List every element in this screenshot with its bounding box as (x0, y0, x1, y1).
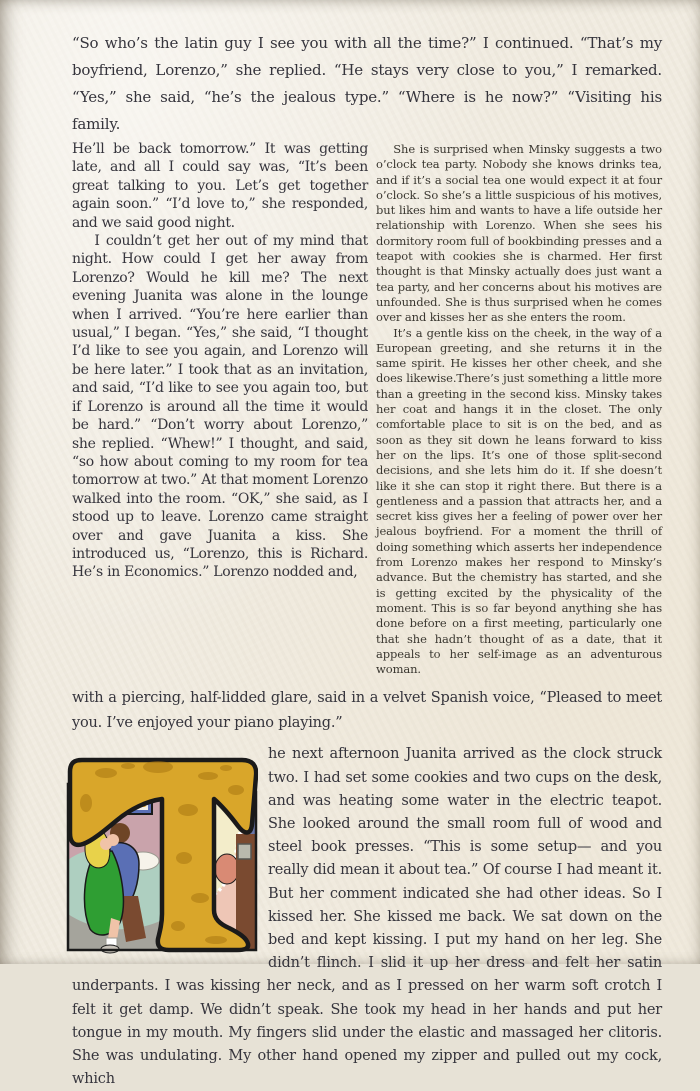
dropcap-section (72, 743, 662, 1091)
hand (215, 854, 239, 884)
left-column (72, 140, 368, 582)
illuminated-letter-artwork (66, 748, 258, 958)
bridge-paragraph: with a piercing, half-lidded glare, said in a velvet Spanish voice, “Pleased to meet you. I’ve enjoyed your piano playing.” (72, 690, 662, 732)
intro-paragraph: “So who’s the latin guy I see you with all the time?” I continued. “That’s my boyfriend, Lorenzo,” she replied. “He stays very close to you,” I remarked. “Yes,” she said, “he’s the jealous type.” “Where is he now?” “Visiting his family. (72, 34, 662, 133)
belt-buckle (238, 844, 251, 859)
story-paragraph: He’ll be back tomorrow.” It was getting late, and all I could say was, “It’s been great talking to you. Let’s get together again soon.” “I’d love to,” she responded, and we said good night. (72, 141, 368, 231)
two-column-section (72, 140, 662, 677)
page-content (72, 30, 662, 1091)
story-paragraph: I couldn’t get her out of my mind that night. How could I get her away from Lorenzo? Would he kill me? The next evening Juanita was alone in the lounge when I arrived. “You’re here earlier than usual,” I began. “Yes,” she said, “I thought I’d like to see you again, and Lorenzo will be here later.” I took that as an invitation, and said, “I’d like to see you again too, but if Lorenzo is around all the time it would be hard.” “Don’t worry about Lorenzo,” she replied. “Whew!” I thought, and said, “so how about coming to my room for tea tomorrow at two.” At that moment Lorenzo walked into the room. “OK,” she said, as I stood up to leave. Lorenzo came straight over and gave Juanita a kiss. She introduced us, “Lorenzo, this is Richard. He’s in Economics.” Lorenzo nodded and, (72, 233, 368, 581)
sidebar-note (376, 140, 662, 677)
sidebar-paragraph: She is surprised when Minsky suggests a two o’clock tea party. Nobody she knows drinks tea, and if it’s a social tea one would expect it at four o’clock. So she’s a little suspicious of his motives, but likes him and wants to have a life outside her relationship with Lorenzo. When she sees his dormitory room full of bookbinding presses and a teapot with cookies she is charmed. Her first thought is that Minsky actually does just want a tea party, and her concerns about his motives are unfounded. She is thus surprised when he comes over and kisses her as she enters the room. (376, 142, 662, 325)
story-paragraph: he next afternoon Juanita arrived as the clock struck two. I had set some cookies and two cups on the desk, and was heating some water in the electric teapot. She looked around the small room full of wood and steel book presses. “This is some setup— and you really did mean it about tea.” Of course I had meant it. But her comment indicated she had other ideas. So I kissed her. She kissed me back. We sat down on the bed and kept kissing. I put my hand on her leg. She didn’t flinch. I slid it up her dress and felt her satin underpants. I was kissing her neck, and as I pressed on her warm soft crotch I felt it get damp. We didn’t speak. She took my head in her hands and put her tongue in my mouth. My fingers slid under the elastic and massaged her clitoris. She was undulating. My other hand opened my zipper and pulled out my cock, which (72, 746, 662, 1088)
woman-face (100, 838, 112, 850)
sidebar-paragraph: It’s a gentle kiss on the cheek, in the way of a European greeting, and she returns it in the same spirit. He kisses her other cheek, and she does likewise.There’s just something a little more than a greeting in the second kiss. Minsky takes her coat and hangs it in the closet. The only comfortable place to sit is on the bed, and as soon as they sit down he leans forward to kiss her on the lips. It’s one of those split-second decisions, and she lets him do it. If she doesn’t like it she can stop it right there. But there is a gentleness and a passion that attracts her, and a secret kiss gives her a feeling of power over her jealous boyfriend. For a moment the thrill of doing something which asserts her independence from Lorenzo makes her respond to Minsky’s advance. But the chemistry has started, and she is getting excited by the physicality of the moment. This is so far beyond anything she has done before on a first meeting, particularly one that she hadn’t thought of as a date, that it appeals to her self-image as an adventurous woman. (376, 325, 662, 677)
drop-cap-illustration (66, 748, 258, 958)
